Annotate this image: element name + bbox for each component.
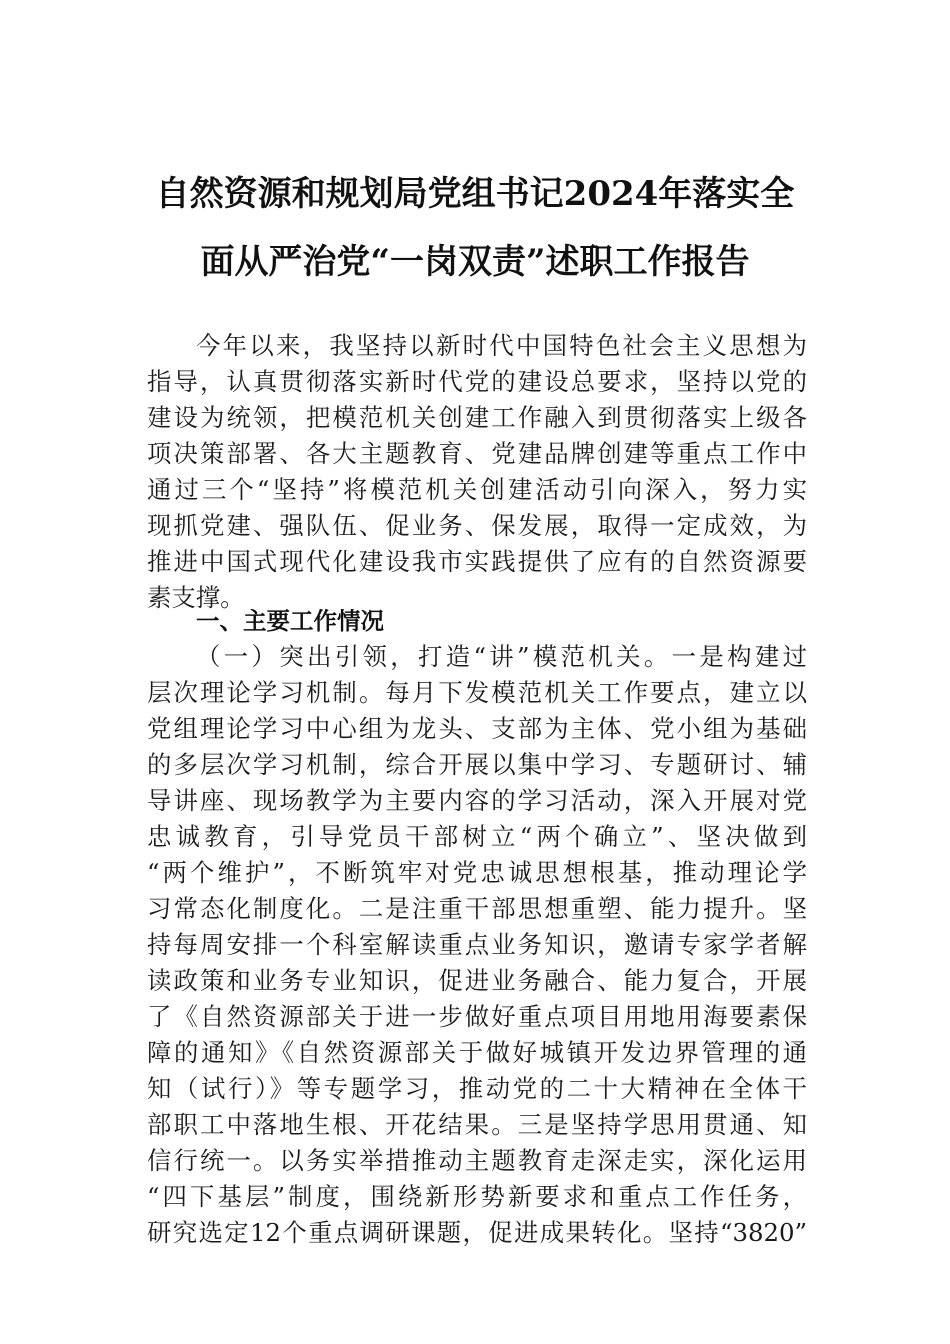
paragraph-2-line-7: “两个维护”，不断筑牢对党忠诚思想根基，推动理论学: [147, 858, 807, 887]
paragraph-1-line-6: 现抓党建、强队伍、促业务、保发展，取得一定成效，为: [147, 511, 807, 540]
paragraph-2-line-6: 忠诚教育，引导党员干部树立“两个确立”、坚决做到: [147, 822, 807, 851]
paragraph-2-line-10: 读政策和业务专业知识，促进业务融合、能力复合，开展: [147, 966, 807, 995]
paragraph-1-line-5: 通过三个“坚持”将模范机关创建活动引向深入，努力实: [147, 475, 807, 504]
paragraph-2-line-3: 党组理论学习中心组为龙头、支部为主体、党小组为基础: [147, 714, 807, 743]
paragraph-1-line-3: 建设为统领，把模范机关创建工作融入到贯彻落实上级各: [147, 403, 807, 432]
paragraph-2-line-5: 导讲座、现场教学为主要内容的学习活动，深入开展对党: [147, 786, 807, 815]
paragraph-1-line-8: 素支撑。: [147, 583, 245, 612]
paragraph-1-line-2: 指导，认真贯彻落实新时代党的建设总要求，坚持以党的: [147, 367, 807, 396]
section-heading: 一、主要工作情况: [196, 607, 384, 635]
document-title-line-1: 自然资源和规划局党组书记2024年落实全: [155, 174, 795, 214]
paragraph-2-line-16: “四下基层”制度，围绕新形势新要求和重点工作任务，: [147, 1182, 807, 1211]
paragraph-2-line-8: 习常态化制度化。二是注重干部思想重塑、能力提升。坚: [147, 894, 807, 923]
paragraph-2-line-11: 了《自然资源部关于进一步做好重点项目用地用海要素保: [147, 1002, 807, 1031]
paragraph-2-line-13: 知（试行）》等专题学习，推动党的二十大精神在全体干: [147, 1074, 807, 1103]
paragraph-2-line-9: 持每周安排一个科室解读重点业务知识，邀请专家学者解: [147, 930, 807, 959]
document-title-line-2: 面从严治党“一岗双责”述职工作报告: [200, 242, 750, 282]
paragraph-2-line-17: 研究选定12个重点调研课题，促进成果转化。坚持“3820”: [147, 1218, 807, 1247]
paragraph-2-line-14: 部职工中落地生根、开花结果。三是坚持学思用贯通、知: [147, 1110, 807, 1139]
paragraph-1-line-1: 今年以来，我坚持以新时代中国特色社会主义思想为: [196, 331, 807, 360]
paragraph-2-line-15: 信行统一。以务实举措推动主题教育走深走实，深化运用: [147, 1146, 807, 1175]
paragraph-2-line-4: 的多层次学习机制，综合开展以集中学习、专题研讨、辅: [147, 750, 807, 779]
paragraph-2-line-2: 层次理论学习机制。每月下发模范机关工作要点，建立以: [147, 678, 807, 707]
paragraph-2-line-1: （一）突出引领，打造“讲”模范机关。一是构建过: [196, 642, 807, 671]
paragraph-1-line-7: 推进中国式现代化建设我市实践提供了应有的自然资源要: [147, 547, 807, 576]
paragraph-1-line-4: 项决策部署、各大主题教育、党建品牌创建等重点工作中: [147, 439, 807, 468]
paragraph-2-line-12: 障的通知》《自然资源部关于做好城镇开发边界管理的通: [147, 1038, 807, 1067]
